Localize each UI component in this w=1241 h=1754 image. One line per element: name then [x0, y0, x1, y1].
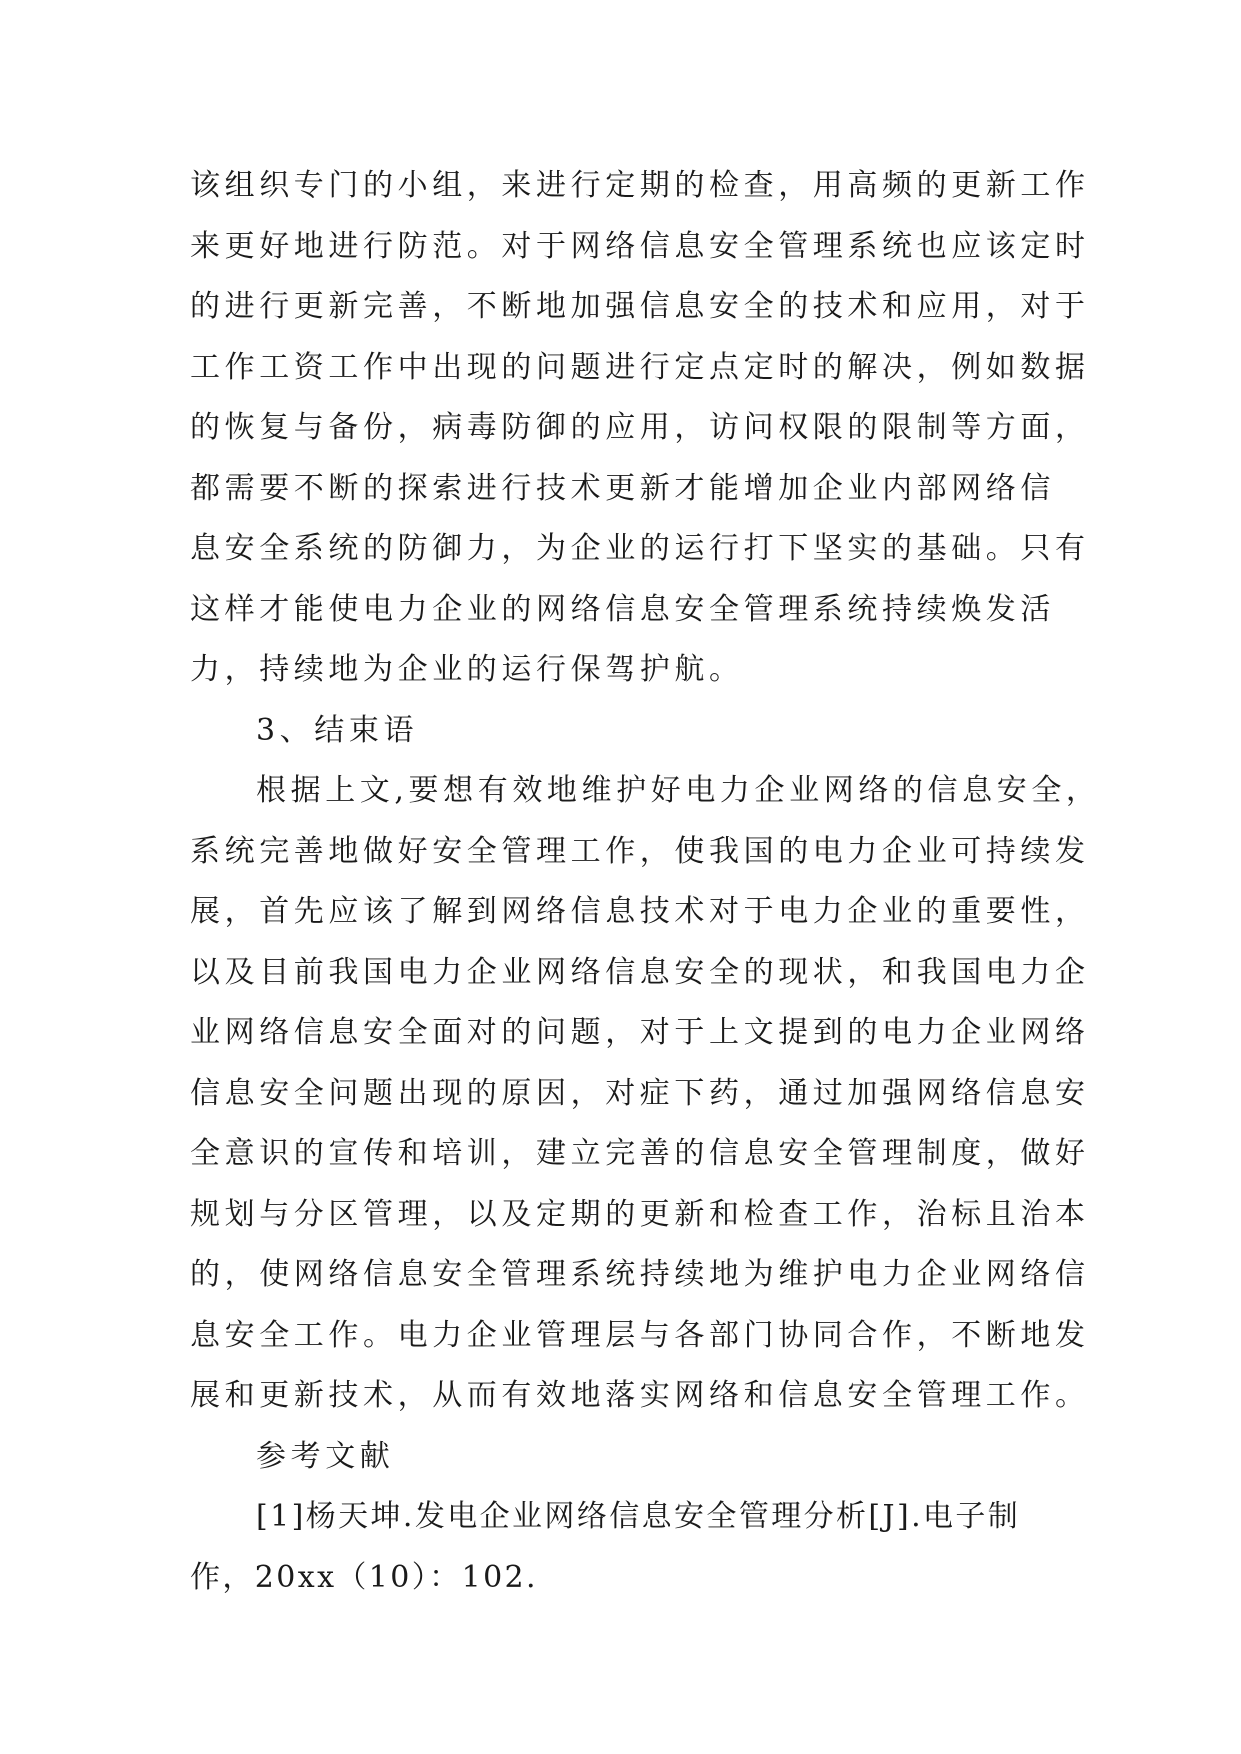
text-line: 都需要不断的探索进行技术更新才能增加企业内部网络信 — [190, 470, 1055, 506]
text-line: 力，持续地为企业的运行保驾护航。 — [190, 652, 744, 687]
text-line: 业网络信息安全面对的问题，对于上文提到的电力企业网络 — [190, 1015, 1090, 1050]
reference-line: 作，20xx（10）：102. — [190, 1559, 538, 1595]
text-line: 息安全工作。电力企业管理层与各部门协同合作，不断地发 — [190, 1317, 1090, 1353]
text-line: 这样才能使电力企业的网络信息安全管理系统持续焕发活 — [190, 591, 1055, 627]
text-line: 展和更新技术，从而有效地落实网络和信息安全管理工作。 — [190, 1378, 1090, 1413]
text-line: 根据上文,要想有效地维护好电力企业网络的信息安全， — [256, 773, 1101, 808]
text-line: 息安全系统的防御力，为企业的运行打下坚实的基础。只有 — [190, 531, 1090, 566]
text-line: 的，使网络信息安全管理系统持续地为维护电力企业网络信 — [190, 1257, 1090, 1292]
text-line: 信息安全问题出现的原因，对症下药，通过加强网络信息安 — [190, 1075, 1090, 1111]
text-line: 展，首先应该了解到网络信息技术对于电力企业的重要性， — [190, 894, 1090, 929]
text-line: 3、结束语 — [256, 712, 419, 748]
text-line: 的进行更新完善，不断地加强信息安全的技术和应用，对于 — [190, 289, 1090, 324]
reference-line: [1]杨天坤.发电企业网络信息安全管理分析[J].电子制 — [256, 1499, 1021, 1534]
text-line: 的恢复与备份，病毒防御的应用，访问权限的限制等方面， — [190, 410, 1090, 445]
body-text — [190, 156, 1101, 1608]
text-line: 系统完善地做好安全管理工作，使我国的电力企业可持续发 — [190, 833, 1090, 869]
text-line: 以及目前我国电力企业网络信息安全的现状，和我国电力企 — [190, 954, 1090, 990]
text-line: 规划与分区管理，以及定期的更新和检查工作，治标且治本 — [190, 1196, 1090, 1232]
text-line: 该组织专门的小组，来进行定期的检查，用高频的更新工作 — [190, 168, 1090, 203]
text-line: 全意识的宣传和培训，建立完善的信息安全管理制度，做好 — [190, 1136, 1090, 1171]
text-line: 参考文献 — [256, 1438, 395, 1474]
text-line: 工作工资工作中出现的问题进行定点定时的解决，例如数据 — [190, 349, 1090, 385]
text-line: 来更好地进行防范。对于网络信息安全管理系统也应该定时 — [190, 228, 1090, 264]
